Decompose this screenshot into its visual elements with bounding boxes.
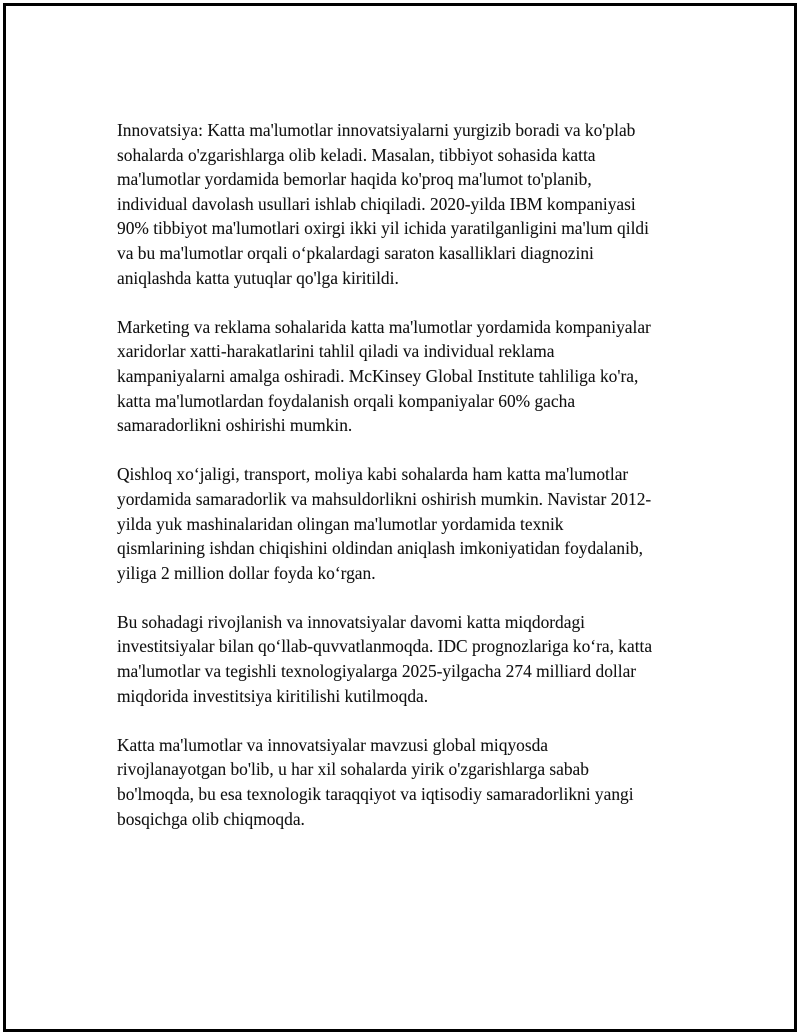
text-line: samaradorlikni oshirishi mumkin. <box>117 415 353 436</box>
text-line: katta ma'lumotlardan foydalanish orqali kompaniyalar 60% gacha <box>117 390 576 411</box>
text-line: bosqichga olib chiqmoqda. <box>117 808 305 829</box>
text-line: Bu sohadagi rivojlanish va innovatsiyalar davomi katta miqdordagi <box>117 611 586 632</box>
text-line: yordamida samaradorlik va mahsuldorlikni oshirish mumkin. Navistar 2012- <box>117 488 652 509</box>
text-line: Innovatsiya: Katta ma'lumotlar innovatsiyalarni yurgizib boradi va ko'plab <box>117 120 636 140</box>
paragraph-investment <box>117 610 692 708</box>
paragraph-agriculture <box>117 462 692 585</box>
text-line: qismlarining ishdan chiqishini oldindan aniqlash imkoniyatidan foydalanib, <box>117 538 643 559</box>
text-line: Katta ma'lumotlar va innovatsiyalar mavzusi global miqyosda <box>117 734 549 755</box>
text-line: investitsiyalar bilan qo‘llab-quvvatlanmoqda. IDC prognozlariga ko‘ra, katta <box>117 636 653 657</box>
text-line: yiliga 2 million dollar foyda ko‘rgan. <box>117 562 376 583</box>
text-line: rivojlanayotgan bo'lib, u har xil sohalarda yirik o'zgarishlarga sabab <box>117 759 589 780</box>
document-body <box>117 118 692 856</box>
text-line: sohalarda o'zgarishlarga olib keladi. Masalan, tibbiyot sohasida katta <box>117 144 596 165</box>
text-line: yilda yuk mashinalaridan olingan ma'lumotlar yordamida texnik <box>117 513 564 534</box>
text-line: kampaniyalarni amalga oshiradi. McKinsey Global Institute tahliliga ko'ra, <box>117 365 639 386</box>
text-line: ma'lumotlar va tegishli texnologiyalarga 2025-yilgacha 274 milliard dollar <box>117 661 637 682</box>
text-line: aniqlashda katta yutuqlar qo'lga kiritildi. <box>117 267 399 288</box>
text-line: 90% tibbiyot ma'lumotlari oxirgi ikki yil ichida yaratilganligini ma'lum qildi <box>117 218 649 239</box>
text-line: xaridorlar xatti-harakatlarini tahlil qiladi va individual reklama <box>117 341 555 362</box>
text-line: Qishloq xo‘jaligi, transport, moliya kabi sohalarda ham katta ma'lumotlar <box>117 464 629 485</box>
text-line: bo'lmoqda, bu esa texnologik taraqqiyot va iqtisodiy samaradorlikni yangi <box>117 784 634 805</box>
text-line: ma'lumotlar yordamida bemorlar haqida ko'proq ma'lumot to'planib, <box>117 169 592 190</box>
paragraph-marketing <box>117 315 692 438</box>
text-line: va bu ma'lumotlar orqali o‘pkalardagi saraton kasalliklari diagnozini <box>117 242 594 263</box>
text-line: individual davolash usullari ishlab chiqiladi. 2020-yilda IBM kompaniyasi <box>117 193 636 214</box>
paragraph-conclusion <box>117 733 692 831</box>
text-line: miqdorida investitsiya kiritilishi kutilmoqda. <box>117 685 429 706</box>
paragraph-innovation <box>117 118 692 290</box>
text-line: Marketing va reklama sohalarida katta ma'lumotlar yordamida kompaniyalar <box>117 316 651 337</box>
